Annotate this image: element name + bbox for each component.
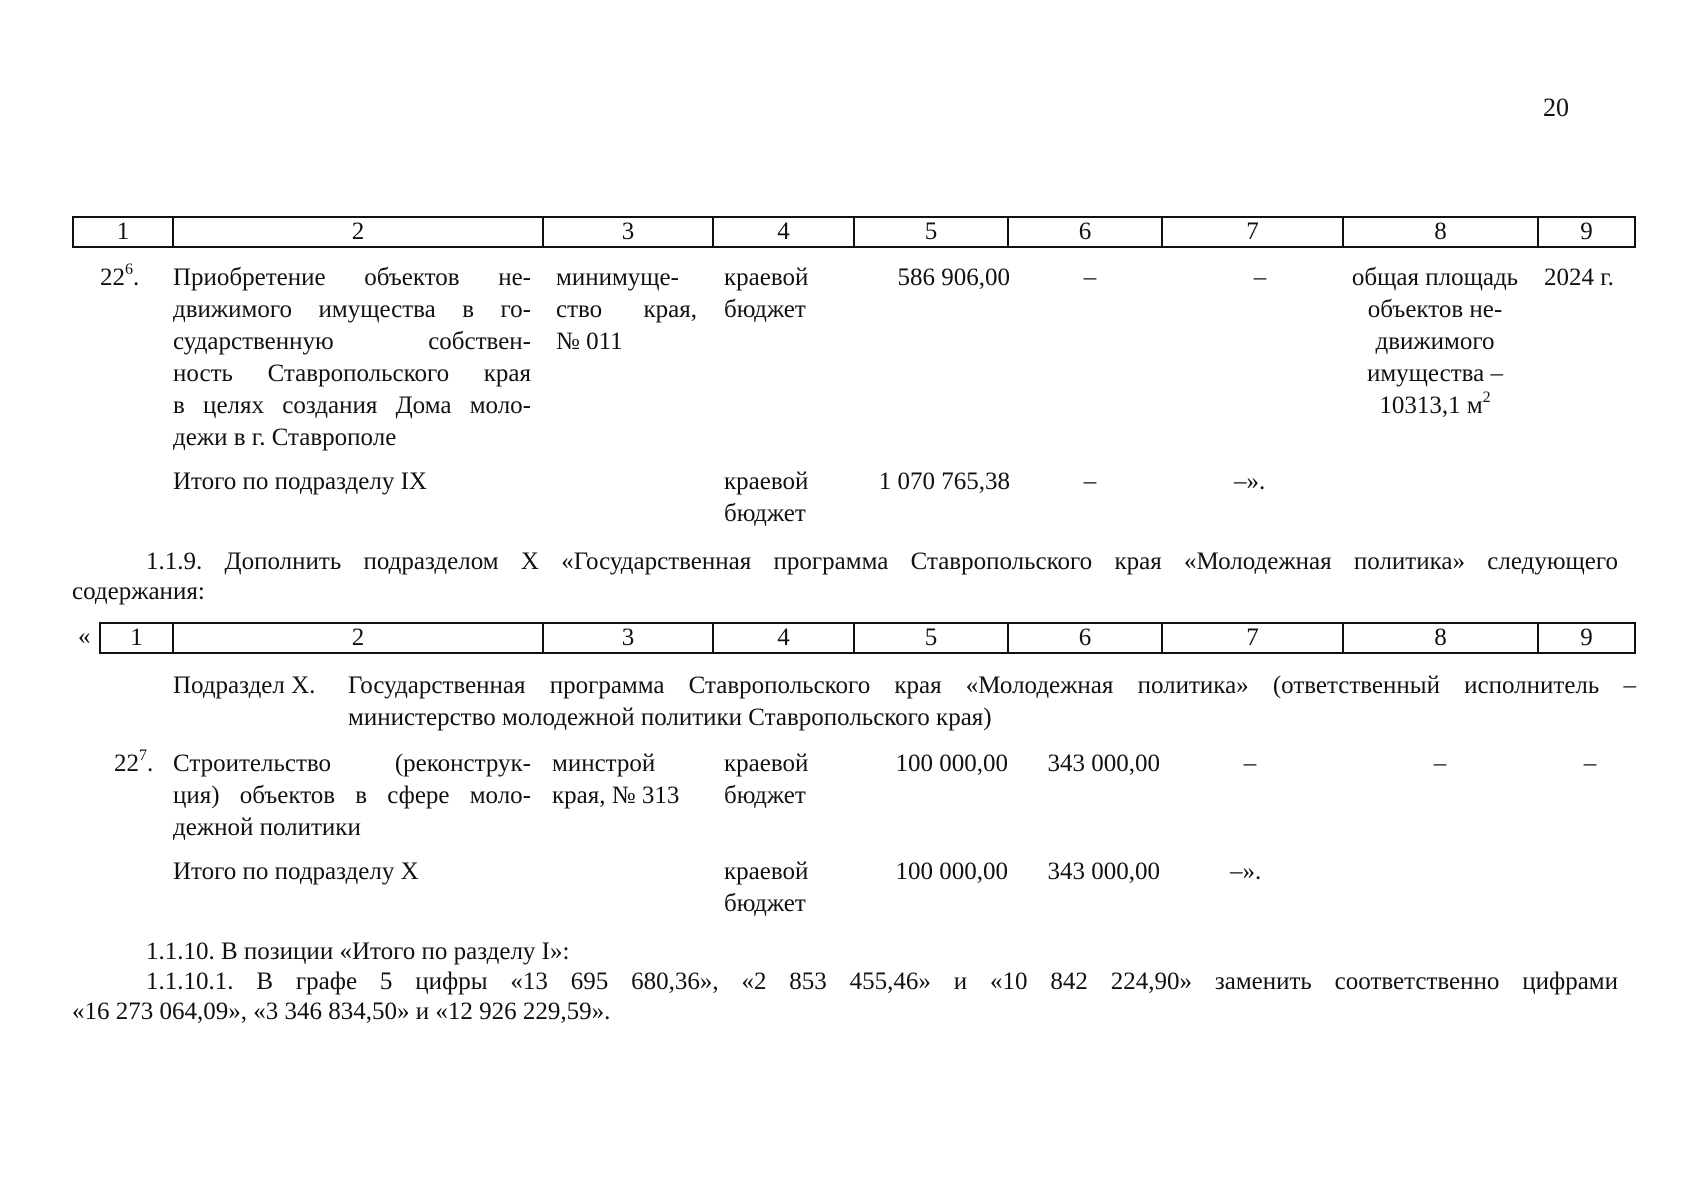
opening-quote: « xyxy=(78,623,91,650)
col-number: 1 xyxy=(99,622,173,654)
row-number: $22^7$. xyxy=(114,746,154,777)
total-label: Итого по подразделу IX xyxy=(173,468,427,495)
total-col6-value: 343 000,00 xyxy=(1047,858,1160,885)
row-funding-source: краевой бюджет xyxy=(724,750,809,809)
paragraph-1-1-10-1-line1: 1.1.10.1. В графе 5 цифры «13 695 680,36», «2 853 455,46» и «10 842 224,90» заменить соответственно цифрами xyxy=(146,968,1618,995)
col-number: 6 xyxy=(1008,622,1162,654)
paragraph-1-1-9-line1: 1.1.9. Дополнить подразделом X «Государственная программа Ставропольского края «Молодежная политика» следующего xyxy=(146,548,1618,575)
col-number: 2 xyxy=(173,216,543,248)
total-label: Итого по подразделу X xyxy=(173,858,419,885)
row-col8-value: – xyxy=(1433,750,1447,777)
row-col9-value: – xyxy=(1583,750,1597,777)
total-funding-source: краевой бюджет xyxy=(724,858,809,917)
subsection-title-line1: Государственная программа Ставропольского края «Молодежная политика» (ответственный исполнитель – xyxy=(348,672,1636,699)
total-col6-value: – xyxy=(1083,468,1097,495)
col-number: 6 xyxy=(1008,216,1162,248)
total-funding-source: краевой бюджет xyxy=(724,468,809,527)
col-number: 5 xyxy=(854,622,1008,654)
row-name: Строительство (реконструк- ция) объектов в сфере моло- дежной политики xyxy=(173,750,531,841)
row-number: $22^6$. xyxy=(100,260,140,291)
subsection-title-line2: министерство молодежной политики Ставропольского края) xyxy=(348,704,992,731)
row-col6-value: 343 000,00 xyxy=(1047,750,1160,777)
col-number: 1 xyxy=(72,216,173,248)
row-col8-result: общая площадь объектов не- движимого имущества – 10313,1 $м^2$ xyxy=(1351,264,1519,419)
row-executor: минимуще- ство края, № 011 xyxy=(556,264,697,355)
total-col7-value: –». xyxy=(1234,468,1266,495)
col-number: 8 xyxy=(1343,216,1538,248)
total-col7-value: –». xyxy=(1230,858,1262,885)
row-col9-year: 2024 г. xyxy=(1544,264,1614,291)
row-name: Приобретение объектов не- движимого имущества в го- сударственную собствен- ность Ставропольского края в целях создания Дома моло- дежи в г. Ставрополе xyxy=(173,264,531,451)
row-col7-value: – xyxy=(1243,750,1257,777)
col-number: 2 xyxy=(173,622,543,654)
row-col5-value: 586 906,00 xyxy=(897,264,1010,291)
row-funding-source: краевой бюджет xyxy=(724,264,809,323)
paragraph-1-1-10-1-line2: «16 273 064,09», «3 346 834,50» и «12 926 229,59». xyxy=(72,998,611,1025)
row-executor: минстрой края, № 313 xyxy=(552,750,680,809)
col-number: 9 xyxy=(1538,622,1636,654)
total-col5-value: 100 000,00 xyxy=(895,858,1008,885)
col-number: 7 xyxy=(1162,622,1343,654)
col-number: 3 xyxy=(543,622,713,654)
page-number: 20 xyxy=(1543,93,1569,122)
row-col5-value: 100 000,00 xyxy=(895,750,1008,777)
col-number: 4 xyxy=(713,216,854,248)
paragraph-1-1-10: 1.1.10. В позиции «Итого по разделу I»: xyxy=(146,938,570,965)
row-col6-value: – xyxy=(1083,264,1097,291)
col-number: 5 xyxy=(854,216,1008,248)
col-number: 7 xyxy=(1162,216,1343,248)
col-number: 3 xyxy=(543,216,713,248)
col-number: 4 xyxy=(713,622,854,654)
col-number: 9 xyxy=(1538,216,1636,248)
paragraph-1-1-9-line2: содержания: xyxy=(72,578,205,605)
table1-column-header xyxy=(72,216,1636,248)
subsection-label: Подраздел X. xyxy=(173,672,316,699)
total-col5-value: 1 070 765,38 xyxy=(878,468,1010,495)
col-number: 8 xyxy=(1343,622,1538,654)
table2-column-header xyxy=(99,622,1636,654)
row-col7-value: – xyxy=(1253,264,1267,291)
